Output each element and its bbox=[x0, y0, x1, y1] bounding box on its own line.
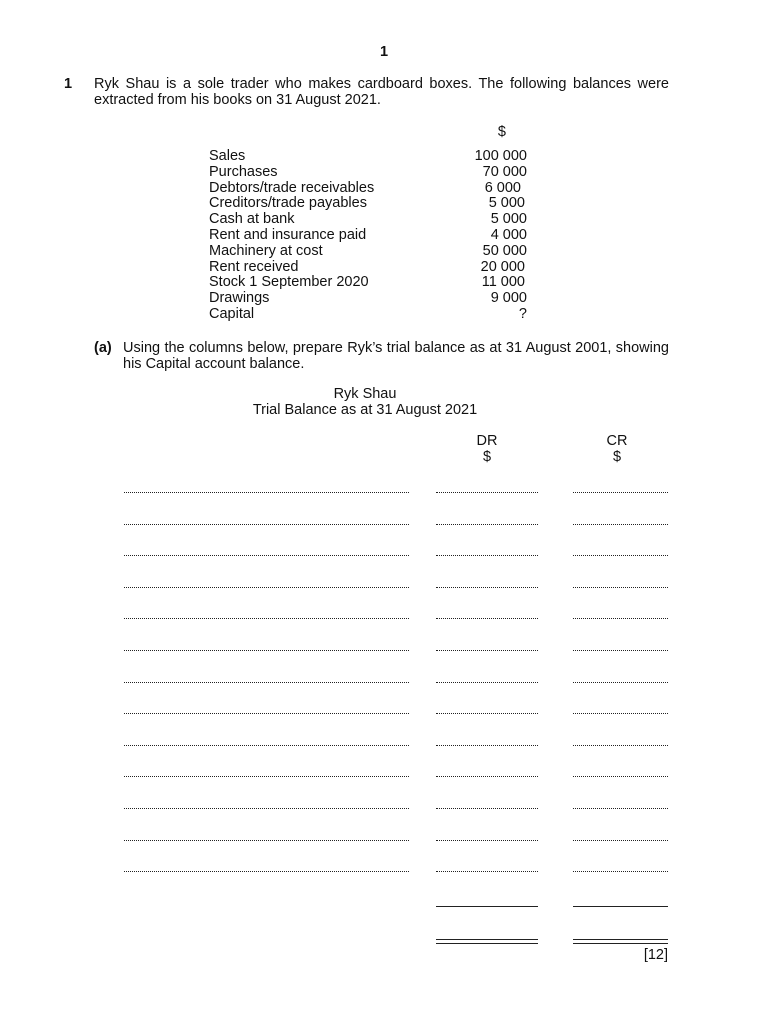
cr-amount-line bbox=[573, 682, 668, 683]
dr-amount-line bbox=[436, 524, 538, 525]
trial-balance-title: Trial Balance as at 31 August 2021 bbox=[252, 402, 478, 418]
dr-amount-line bbox=[436, 650, 538, 651]
dr-amount-line bbox=[436, 587, 538, 588]
dr-amount-line bbox=[436, 713, 538, 714]
cr-column-header bbox=[567, 433, 667, 465]
cr-amount-line bbox=[573, 650, 668, 651]
trial-balance-heading bbox=[0, 386, 730, 418]
balance-label: Capital bbox=[209, 305, 255, 322]
balance-value: 11 000 bbox=[481, 274, 525, 291]
account-name-line bbox=[124, 776, 409, 777]
cr-currency: $ bbox=[612, 449, 622, 465]
account-name-line bbox=[124, 745, 409, 746]
list-item bbox=[209, 306, 527, 322]
balance-label: Purchases bbox=[209, 163, 278, 180]
balance-value: 20 000 bbox=[480, 258, 525, 275]
balance-label: Stock 1 September 2020 bbox=[209, 274, 369, 291]
dr-amount-line bbox=[436, 808, 538, 809]
account-name-line bbox=[124, 808, 409, 809]
list-item bbox=[209, 211, 527, 227]
list-item bbox=[209, 164, 527, 180]
account-name-line bbox=[124, 618, 409, 619]
dr-amount-line bbox=[436, 492, 538, 493]
dr-column-header bbox=[437, 433, 537, 465]
page-number: 1 bbox=[379, 44, 389, 60]
account-name-line bbox=[124, 713, 409, 714]
balance-label: Rent and insurance paid bbox=[209, 226, 367, 243]
dr-label: DR bbox=[476, 433, 498, 449]
dr-double-underline bbox=[436, 939, 538, 944]
account-name-line bbox=[124, 492, 409, 493]
balance-label: Machinery at cost bbox=[209, 242, 323, 259]
balance-label: Sales bbox=[209, 148, 246, 164]
cr-amount-line bbox=[573, 492, 668, 493]
marks-allocation: [12] bbox=[643, 947, 668, 963]
account-name-line bbox=[124, 682, 409, 683]
trial-balance-name: Ryk Shau bbox=[333, 386, 397, 402]
dr-amount-line bbox=[436, 840, 538, 841]
dr-amount-line bbox=[436, 776, 538, 777]
balance-value: 50 000 bbox=[482, 242, 527, 259]
dr-amount-line bbox=[436, 555, 538, 556]
balance-value: 5 000 bbox=[490, 211, 527, 228]
cr-amount-line bbox=[573, 808, 668, 809]
part-label: (a) bbox=[94, 340, 112, 356]
list-item bbox=[209, 259, 527, 275]
balance-value: 5 000 bbox=[488, 195, 525, 212]
cr-amount-line bbox=[573, 524, 668, 525]
dr-total-line bbox=[436, 906, 538, 907]
dr-amount-line bbox=[436, 745, 538, 746]
cr-double-underline bbox=[573, 939, 668, 944]
balance-label: Cash at bank bbox=[209, 211, 295, 228]
cr-amount-line bbox=[573, 713, 668, 714]
cr-amount-line bbox=[573, 840, 668, 841]
question-text: Ryk Shau is a sole trader who makes cardboard boxes. The following balances were extracted from his books on 31 August 2021. bbox=[94, 76, 669, 108]
cr-amount-line bbox=[573, 555, 668, 556]
cr-amount-line bbox=[573, 776, 668, 777]
balance-value: ? bbox=[518, 305, 527, 322]
account-name-line bbox=[124, 524, 409, 525]
dr-amount-line bbox=[436, 682, 538, 683]
question-number: 1 bbox=[64, 76, 73, 92]
dr-amount-line bbox=[436, 871, 538, 872]
cr-amount-line bbox=[573, 871, 668, 872]
list-item bbox=[209, 290, 527, 306]
list-item bbox=[209, 227, 527, 243]
dr-currency: $ bbox=[482, 449, 492, 465]
balance-value: 6 000 bbox=[484, 179, 521, 196]
dr-amount-line bbox=[436, 618, 538, 619]
cr-amount-line bbox=[573, 745, 668, 746]
account-name-line bbox=[124, 840, 409, 841]
balance-label: Rent received bbox=[209, 258, 299, 275]
balance-value: 9 000 bbox=[490, 290, 527, 307]
account-name-line bbox=[124, 555, 409, 556]
balance-value: 100 000 bbox=[474, 148, 527, 164]
list-item bbox=[209, 274, 527, 290]
balances-list bbox=[209, 148, 527, 322]
account-name-line bbox=[124, 650, 409, 651]
list-item bbox=[209, 148, 527, 164]
account-name-line bbox=[124, 871, 409, 872]
cr-total-line bbox=[573, 906, 668, 907]
account-name-line bbox=[124, 587, 409, 588]
balance-value: 4 000 bbox=[490, 226, 527, 243]
balance-label: Drawings bbox=[209, 290, 270, 307]
balance-value: 70 000 bbox=[482, 163, 527, 180]
list-item bbox=[209, 180, 527, 196]
balance-label: Creditors/trade payables bbox=[209, 195, 367, 212]
cr-amount-line bbox=[573, 618, 668, 619]
cr-amount-line bbox=[573, 587, 668, 588]
balance-label: Debtors/trade receivables bbox=[209, 179, 375, 196]
cr-label: CR bbox=[606, 433, 628, 449]
list-item bbox=[209, 195, 527, 211]
part-text: Using the columns below, prepare Ryk’s trial balance as at 31 August 2001, showing his Capital account balance. bbox=[123, 340, 669, 372]
list-item bbox=[209, 243, 527, 259]
currency-heading: $ bbox=[497, 124, 506, 140]
